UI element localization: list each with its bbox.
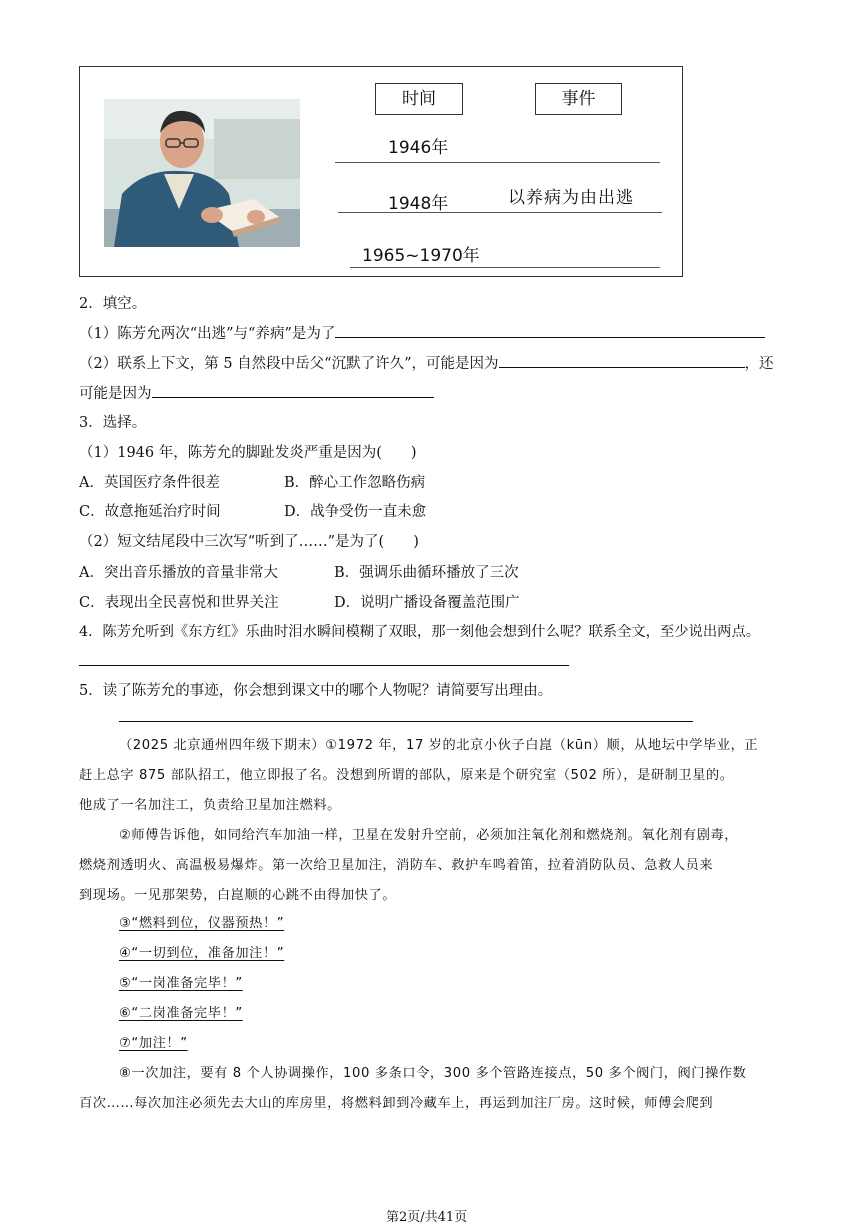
q3-sub2-option-b: B．强调乐曲循环播放了三次 [334,565,519,581]
q2-title: 2．填空。 [79,296,147,312]
event-table [79,66,683,277]
row2-time: 1948年 [388,194,449,214]
q3-title: 3．选择。 [79,415,147,431]
passage-p6: ⑥“二岗准备完毕！” [119,1006,243,1021]
q2-item2-text: （2）联系上下文，第 5 自然段中岳父“沉默了许久”，可能是因为 [79,356,499,372]
q3-sub1-option-c: C．故意拖延治疗时间 [79,504,221,520]
q3-sub2-option-d: D．说明广播设备覆盖范围广 [334,595,520,611]
row2-event: 以养病为由出逃 [508,188,634,208]
passage-p1-line2: 赶上总字 875 部队招工，他立即报了名。没想到所谓的部队，原来是个研究室（502 所），是研制卫星的。 [79,768,734,783]
q5-answer-line [119,721,693,722]
passage-p2-line2: 燃烧剂透明火、高温极易爆炸。第一次给卫星加注，消防车、救护车鸣着笛，拉着消防队员、急救人员来 [79,858,714,873]
row1-line [335,162,660,163]
passage-p8-line2: 百次……每次加注必须先去大山的库房里，将燃料卸到冷藏车上，再运到加注厂房。这时候，师傅会爬到 [79,1096,714,1111]
q3-sub1-option-a: A．英国医疗条件很差 [79,475,220,491]
q2-item1-text: （1）陈芳允两次“出逃”与“养病”是为了 [79,326,336,342]
passage-p1-line1: （2025 北京通州四年级下期末）①1972 年，17 岁的北京小伙子白崑（kūn）顺，从地坛中学毕业，正 [119,738,759,753]
q2-item2-suffix: ，还 [744,356,774,372]
header-time: 时间 [375,83,463,115]
passage-p1-line3: 他成了一名加注工，负责给卫星加注燃料。 [79,798,341,813]
row3-line [350,267,660,268]
q2-item1-blank [335,323,765,338]
passage-p3: ③“燃料到位，仪器预热！” [119,916,285,931]
row1-time: 1946年 [388,138,449,158]
q3-sub1: （1）1946 年，陈芳允的脚趾发炎严重是因为( ) [79,445,417,461]
q2-item2-cont [79,382,434,403]
q2-item2-cont-text: 可能是因为 [79,386,152,402]
page-number: 第2页/共41页 [386,1210,468,1225]
q4-answer-line [79,665,569,666]
passage-p8-line1: ⑧一次加注，要有 8 个人协调操作，100 多条口令，300 多个管路连接点，50 多个阀门，阀门操作数 [119,1066,747,1081]
portrait-illustration [104,99,300,247]
q3-sub1-option-d: D．战争受伤一直未愈 [284,504,427,520]
passage-p7: ⑦“加注！” [119,1036,188,1051]
q2-item2-blank2 [152,383,434,398]
q4-text: 4．陈芳允听到《东方红》乐曲时泪水瞬间模糊了双眼，那一刻他会想到什么呢？联系全文，至少说出两点。 [79,624,761,640]
passage-p5: ⑤“一岗准备完毕！” [119,976,243,991]
passage-p4: ④“一切到位，准备加注！” [119,946,285,961]
q2-item2 [79,352,774,373]
q3-sub1-option-b: B．醉心工作忽略伤病 [284,475,426,491]
passage-p2-line3: 到现场。一见那架势，白崑顺的心跳不由得加快了。 [79,888,397,903]
q5-text: 5．读了陈芳允的事迹，你会想到课文中的哪个人物呢？请简要写出理由。 [79,683,553,699]
q3-sub2-option-a: A．突出音乐播放的音量非常大 [79,565,278,581]
row2-line [338,212,662,213]
header-event: 事件 [535,83,622,115]
q2-item2-blank1 [499,353,745,368]
q3-sub2-option-c: C．表现出全民喜悦和世界关注 [79,595,279,611]
q2-item1 [79,322,765,343]
q3-sub2: （2）短文结尾段中三次写“听到了……”是为了( ) [79,534,419,550]
portrait-photo [104,99,300,247]
row3-time: 1965~1970年 [362,246,480,266]
passage-p2-line1: ②师傅告诉他，如同给汽车加油一样，卫星在发射升空前，必须加注氧化剂和燃烧剂。氧化剂有剧毒， [119,828,739,843]
